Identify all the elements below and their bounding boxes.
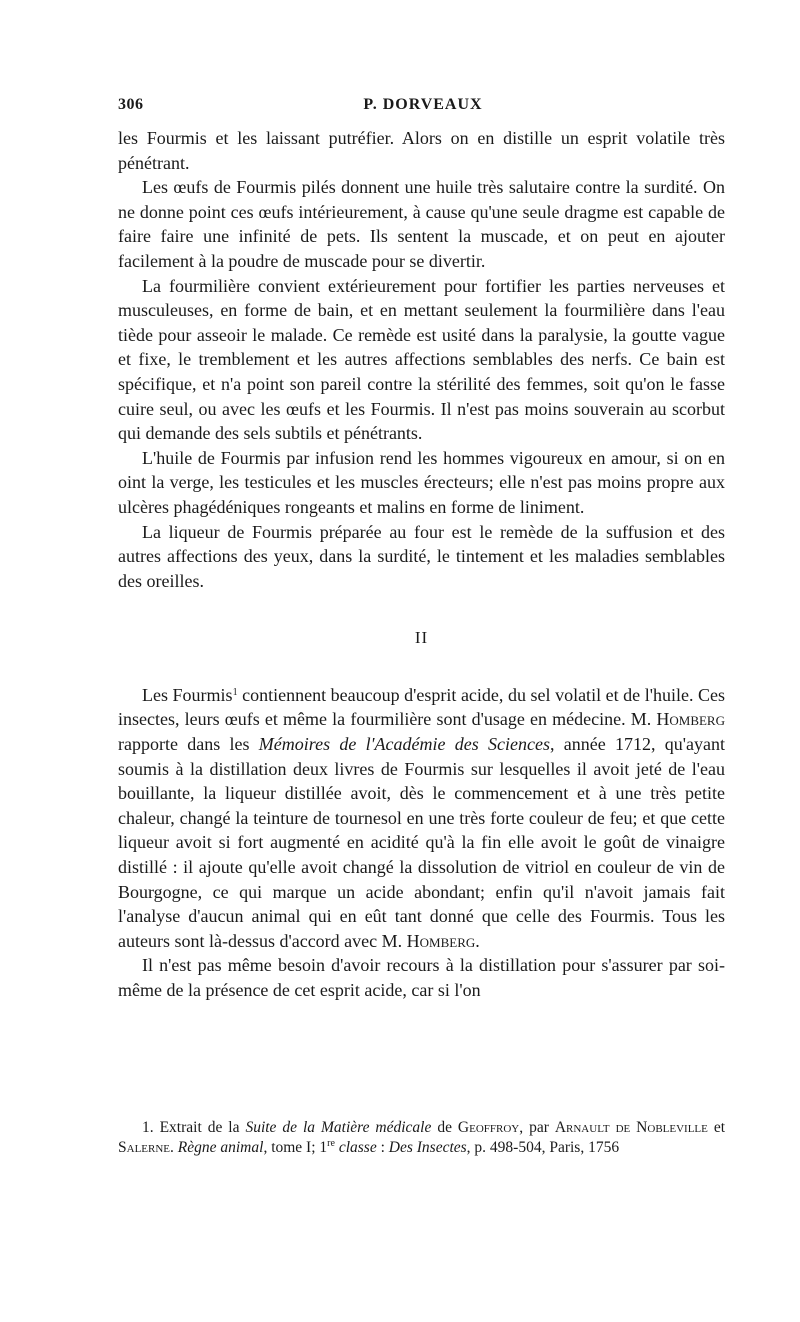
work-title: Des Insectes (388, 1138, 467, 1156)
work-title: Mémoires de l'Académie des Sciences (258, 734, 550, 755)
text-run: contiennent beaucoup d'esprit acide, du sel volatil et de l'huile. Ces insectes, leurs œufs et même la fourmilière sont d'usage en médecine. M. (118, 684, 725, 730)
footnote-marker: 1. (142, 1119, 154, 1136)
text-run: , tome I; 1 (263, 1138, 328, 1156)
author-name: Homberg (656, 709, 725, 730)
superscript: re (327, 1137, 335, 1149)
text-run: et (707, 1119, 726, 1136)
text-run: . (475, 930, 480, 951)
footnote-reference: 1 (232, 686, 238, 698)
text-run: de (431, 1119, 458, 1136)
paragraph-3: La fourmilière convient extérieurement pour fortifier les parties nerveuses et musculeuses, en forme de bain, et en mettant seulement la fourmilière dans l'eau tiède pour asseoir le malade. Ce remède est usité dans la paralysie, la goutte vague et fixe, le tremblement et les autres affections semblables des nerfs. Ce bain est spécifique, et n'a point son pareil contre la stérilité des femmes, soit qu'on le fasse cuire seul, ou avec les œufs et les Fourmis. Il n'est pas moins souverain au scorbut qui demande des sels subtils et pénétrants. (118, 275, 725, 444)
paragraph-7: Il n'est pas même besoin d'avoir recours à la distillation pour s'assurer par soi-même de la présence de cet esprit acide, car si l'on (118, 955, 725, 1000)
text-run: : (376, 1138, 389, 1156)
footnote-text (118, 1118, 725, 1157)
text-run: rapporte dans les (118, 734, 259, 755)
page-number: 306 (118, 96, 144, 113)
text-run: . (170, 1138, 178, 1156)
author-name: Homberg (406, 930, 476, 951)
paragraph-1: les Fourmis et les laissant putréfier. Alors on en distille un esprit volatile très pénétrant. (118, 128, 725, 173)
paragraph-6 (118, 683, 725, 954)
author-name: Geoffroy (457, 1119, 520, 1136)
work-title: Règne animal (177, 1138, 264, 1156)
text-run: , année 1712, qu'ayant soumis à la distillation deux livres de Fourmis sur lesquelles il avoit jeté de l'eau bouillante, la liqueur distillée avoit, dès le commencement et à une très petite chaleur, changé la teinture de tournesol en une très forte couleur de feu; et que cette liqueur avoit si fort augmenté en acidité qu'à la fin elle avoit le goût de vinaigre distillé : il ajoute qu'elle avoit changé la dissolution de vitriol en couleur de vin de Bourgogne, ce qui marque un acide abondant; enfin qu'il n'avoit jamais fait l'analyse d'aucun animal qui en eût tant donné que celle des Fourmis. Tous les auteurs sont là-dessus d'accord avec M. (118, 734, 725, 951)
text-run: , par (519, 1119, 555, 1136)
work-title: classe (338, 1138, 377, 1156)
running-title: P. DORVEAUX (363, 96, 483, 113)
paragraph-2: Les œufs de Fourmis pilés donnent une huile très salutaire contre la surdité. On ne donne point ces œufs intérieurement, à cause qu'une seule dragme est capable de faire faire une infinité de pets. Ils sentent la muscade, et on peut en ajouter facilement à la poudre de muscade pour se divertir. (118, 177, 725, 271)
body-text (118, 126, 725, 1003)
work-title: Suite de la Matière médicale (245, 1119, 432, 1136)
text-run: , p. 498-504, Paris, 1756 (466, 1138, 620, 1156)
section-numeral: II (414, 628, 429, 648)
text-run: Les Fourmis (142, 684, 233, 705)
footnote (118, 1118, 725, 1157)
author-name: Salerne (118, 1138, 171, 1156)
running-head (118, 96, 728, 118)
paragraph-4: L'huile de Fourmis par infusion rend les hommes vigoureux en amour, si on en oint la verge, les testicules et les muscles érecteurs; elle n'est pas moins propre aux ulcères phagédéniques rongeants et malins en forme de liniment. (118, 447, 725, 517)
author-name: Arnault de Nobleville (554, 1119, 708, 1136)
paragraph-5: La liqueur de Fourmis préparée au four est le remède de la suffusion et des autres affections des yeux, dans la surdité, le tintement et les maladies semblables des oreilles. (118, 521, 725, 591)
text-run: Extrait de la (153, 1119, 246, 1136)
